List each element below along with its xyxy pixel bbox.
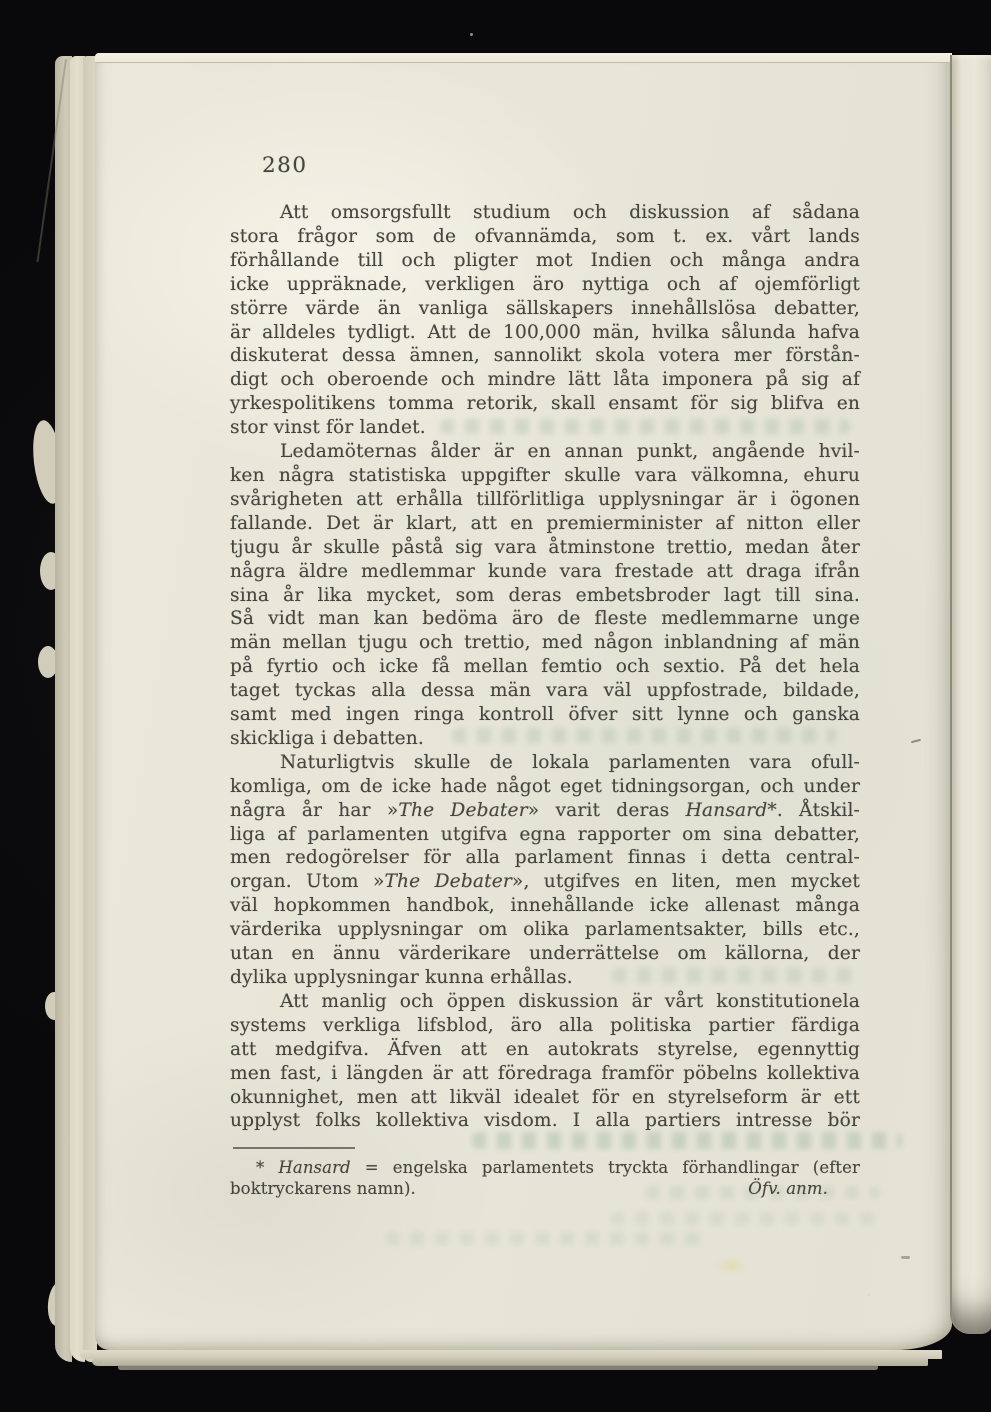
dust-speck [868,1294,870,1296]
text-line: Så vidt man kan bedöma äro de fleste medlemmarne unge [230,608,860,630]
text-line: Ledamöternas ålder är en annan punkt, angående hvil- [280,441,860,463]
text-line: taget tyckas alla dessa män vara väl uppfostrade, bildade, [230,680,860,702]
text-line: Att omsorgsfullt studium och diskussion af sådana [280,202,860,223]
text-line: Att manlig och öppen diskussion är vårt konstitutionela [280,990,860,1012]
text-line: systems verkliga lifsblod, äro alla politiska partier färdiga [230,1014,860,1036]
text-line: digt och oberoende och mindre lätt låta imponera på sig af [230,369,860,391]
text-line: organ. Utom »The Debater», utgifves en liten, men mycket [230,871,860,893]
text-line: några äldre medlemmar kunde vara frestade att draga ifrån [230,560,860,582]
footnote-translator-note: Öfv. anm. [748,1179,828,1198]
text-line: Naturligtvis skulle de lokala parlamenten vara ofull- [280,751,860,773]
bleedthrough-smudge [472,1132,902,1149]
text-line: icke uppräknade, verkligen äro nyttiga och af ojemförligt [230,273,860,295]
ink-speck [911,739,921,743]
page-number: 280 [262,153,308,178]
footnote-text-left: boktryckarens namn). [230,1179,416,1198]
footnote-line: * Hansard = engelska parlamentets tryckta förhandlingar (efter [256,1158,860,1177]
page-top-edge [95,53,952,63]
text-line: diskuterat dessa ämnen, sannolikt skola votera mer förstån- [230,345,860,367]
text-line: stora frågor som de ofvannämda, som t. ex. vårt lands [230,225,860,247]
text-line: dylika upplysningar kunna erhållas. [230,967,573,988]
bleedthrough-smudge [610,1212,880,1225]
text-line: upplyst folks kollektiva visdom. I alla partiers intresse bör [230,1110,860,1132]
gutter-fold [950,55,991,1334]
text-line: på fyrtio och icke få mellan femtio och sextio. På det hela [230,656,860,678]
text-line: värderika upplysningar om olika parlamentsakter, bills etc., [230,919,860,941]
text-line: men redogörelser för alla parlament finnas i detta central- [230,847,860,869]
text-line: tjugu år skulle påstå sig vara åtminstone trettio, medan åter [230,536,860,558]
text-line: stor vinst för landet. [230,417,426,439]
text-line: yrkespolitikens tomma retorik, skall ensamt för sig blifva en [230,393,860,415]
body-text [230,201,860,1133]
footnote-line [230,1178,860,1199]
bleedthrough-smudge [385,1232,705,1245]
text-line: men fast, i längden är att föredraga framför pöbelns kollektiva [230,1062,860,1084]
page-edge-bottom [118,1365,878,1370]
text-line: förhållande till och pligter mot Indien och många andra [230,249,860,271]
text-line: utan en ännu värderikare underrättelse om källorna, der [230,943,860,965]
text-line: okunnighet, men att likväl idealet för en styrelseform är ett [230,1086,860,1108]
text-line: män mellan tjugu och trettio, med någon inblandning af män [230,632,860,654]
text-line: större värde än vanliga sällskapers innehållslösa debatter, [230,297,860,319]
footnote-separator [233,1147,355,1149]
text-line: fallande. Det är klart, att en premierminister af nitton eller [230,512,860,534]
footnote [230,1157,860,1199]
text-line: liga af parlamenten utgifva egna rapporter om sina debatter, [230,823,860,845]
text-line: några år har »The Debater» varit deras Hansard*. Åtskil- [230,799,860,821]
text-line: sina år lika mycket, som deras embetsbroder lagt till sina. [230,584,860,606]
ink-speck [901,1256,910,1259]
text-line: skickliga i debatten. [230,727,424,749]
text-line: väl hopkommen handbok, innehållande icke allenast många [230,895,860,917]
text-line: är alldeles tydligt. Att de 100,000 män, hvilka sålunda hafva [230,321,860,343]
dust-speck [470,33,473,36]
text-line: svårigheten att erhålla tillförlitliga upplysningar är i ögonen [230,488,860,510]
book-page [95,53,952,1350]
text-line: ken några statistiska uppgifter skulle vara välkomna, ehuru [230,464,860,486]
text-line: att medgifva. Äfven att en autokrats styrelse, egennyttig [230,1038,860,1060]
text-line: komliga, om de icke hade något eget tidningsorgan, och under [230,775,860,797]
text-line: samt med ingen ringa kontroll öfver sitt lynne och ganska [230,704,860,726]
paper-stain [715,1258,747,1273]
